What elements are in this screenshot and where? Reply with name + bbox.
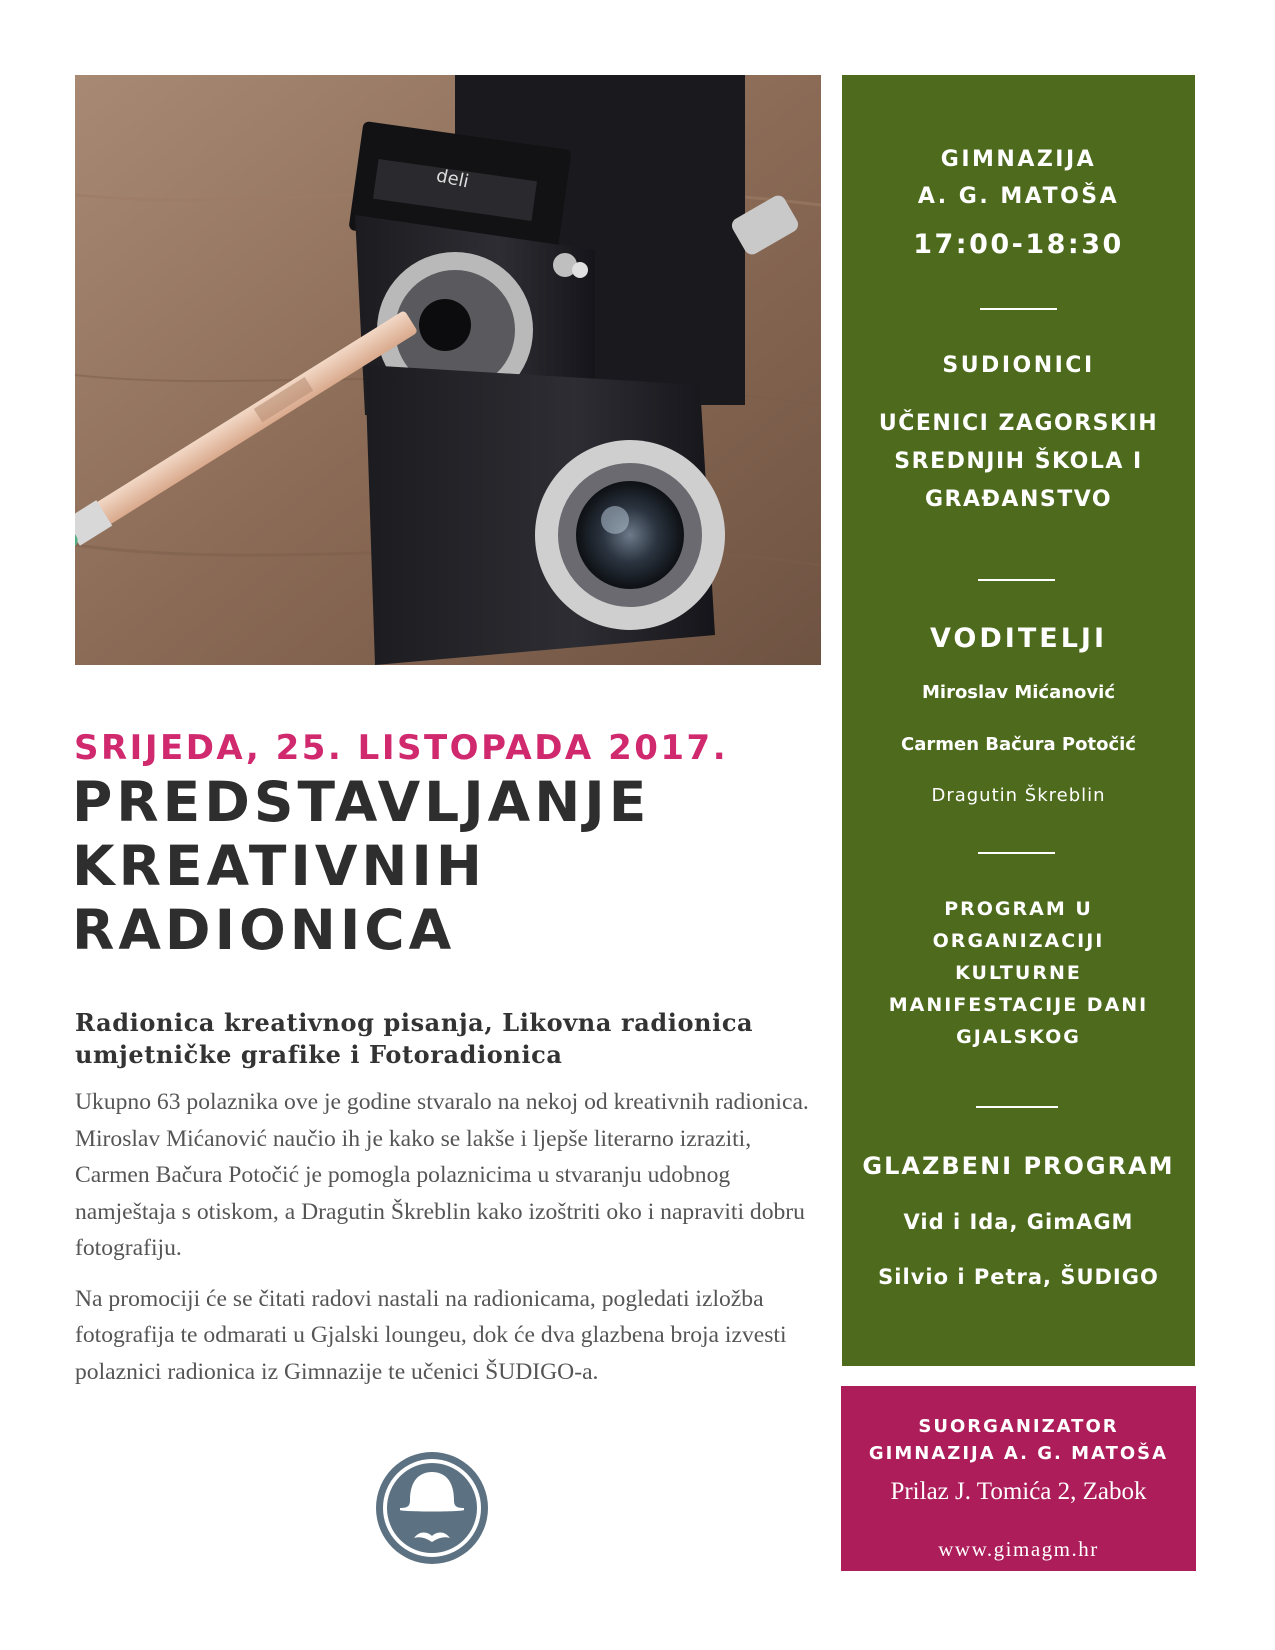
event-date: SRIJEDA, 25. LISTOPADA 2017. [74,728,729,768]
participants-heading: SUDIONICI [942,353,1095,378]
participants [842,405,1195,519]
event-description [75,1084,820,1404]
divider [978,579,1055,581]
leader-name: Dragutin Škreblin [931,785,1106,806]
music-act: Silvio i Petra, ŠUDIGO [878,1265,1159,1289]
program-line: GJALSKOG [956,1026,1081,1048]
divider [978,852,1055,854]
program-line: ORGANIZACIJI [932,930,1105,952]
leader-name: Miroslav Mićanović [921,682,1115,703]
event-title [72,770,812,962]
brand-label: deli [434,165,471,193]
website-link[interactable]: www.gimagm.hr [938,1537,1099,1561]
venue-line: GIMNAZIJA [940,147,1097,172]
coorganizer-label: SUORGANIZATOR [918,1416,1119,1437]
title-line: PREDSTAVLJANJE [72,770,651,834]
coorganizer-box [841,1386,1196,1571]
program-note [842,893,1195,1053]
divider [980,308,1057,310]
music-act: Vid i Ida, GimAGM [903,1210,1134,1234]
workshops-subheading: Radionica kreativnog pisanja, Likovna radionica umjetničke grafike i Fotoradionica [75,1008,754,1069]
music-heading: GLAZBENI PROGRAM [862,1152,1175,1180]
description-paragraph: Ukupno 63 polaznika ove je godine stvaralo na nekoj od kreativnih radionica. Miroslav Mićanović naučio ih je kako se lakše i ljepše literarno izraziti, Carmen Bačura Potočić je pomogla polaznicima u stvaranju udobnog namještaja s otiskom, a Dragutin Škreblin kako izoštriti oko i napraviti dobru fotografiju. [75,1089,809,1261]
title-line: KREATIVNIH [72,834,486,898]
participants-line: UČENICI ZAGORSKIH [878,411,1159,436]
pencil-sharpener-image [75,75,821,665]
program-line: PROGRAM U [944,898,1093,920]
leaders-heading: VODITELJI [930,623,1107,654]
program-line: KULTURNE [955,962,1082,984]
leader-name: Carmen Bačura Potočić [901,734,1136,755]
participants-line: GRAĐANSTVO [924,487,1113,512]
coorganizer-address: Prilaz J. Tomića 2, Zabok [890,1478,1147,1505]
description-paragraph: Na promociji će se čitati radovi nastali na radionicama, pogledati izložba fotografija te odmarati u Gjalski loungeu, dok će dva glazbena broja izvesti polaznici radionica iz Gimnazije te učenici ŠUDIGO-a. [75,1285,787,1385]
participants-line: SREDNJIH ŠKOLA I [894,449,1143,474]
coorganizer-name: GIMNAZIJA A. G. MATOŠA [868,1443,1169,1464]
venue-line: A. G. MATOŠA [917,184,1120,209]
event-time: 17:00-18:30 [913,229,1124,260]
divider [976,1106,1058,1108]
info-sidebar [842,75,1195,1366]
venue [842,141,1195,215]
program-line: MANIFESTACIJE DANI [888,994,1149,1016]
hero-photo [75,75,821,665]
title-line: RADIONICA [72,898,456,962]
bowler-hat-logo-icon [374,1450,490,1566]
